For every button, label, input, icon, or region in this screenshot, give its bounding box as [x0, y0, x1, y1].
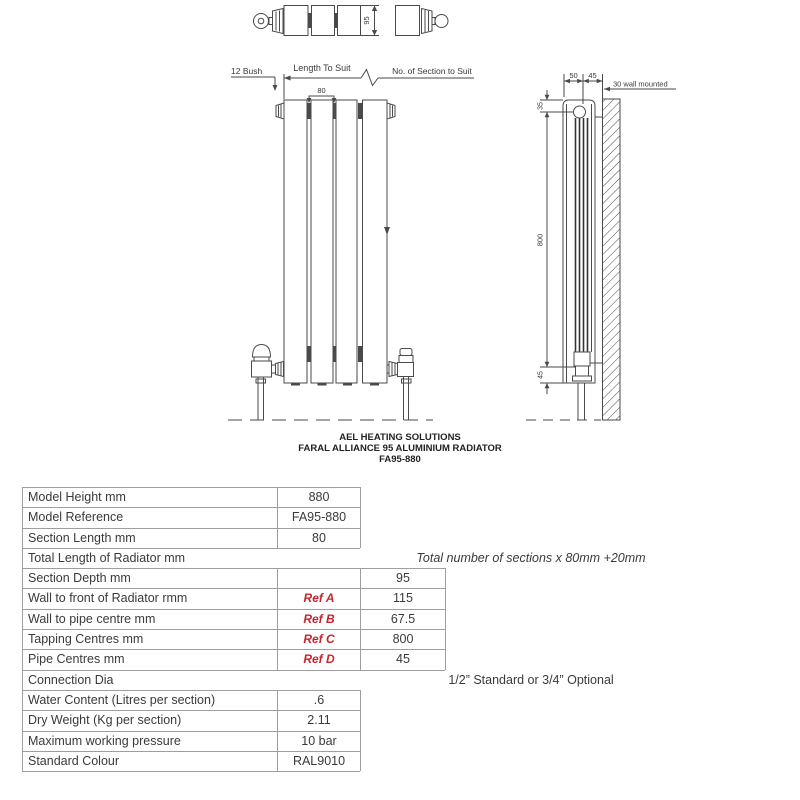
spec-ref: Ref D	[303, 652, 335, 666]
spec-value: 80	[312, 531, 326, 545]
spec-value: 95	[396, 571, 410, 585]
plan-valve-circle	[254, 14, 269, 29]
spec-ref: Ref B	[303, 612, 335, 626]
dim-45-bottom: 45	[537, 371, 545, 379]
plan-nut-right	[422, 9, 433, 34]
dim-800: 800	[535, 233, 545, 247]
plan-valve-inner-circle	[258, 18, 264, 24]
front-view	[228, 63, 474, 420]
dim-50: 50	[569, 71, 578, 80]
length-to-suit-label: Length To Suit	[293, 63, 351, 73]
plan-connector	[269, 18, 273, 25]
dim-35: 35	[537, 102, 545, 110]
spec-label: Dry Weight (Kg per section)	[28, 713, 182, 727]
bush-label: 12 Bush	[231, 66, 263, 76]
plan-view	[254, 6, 449, 36]
side-view	[526, 71, 676, 420]
spec-value: FA95-880	[291, 510, 347, 524]
spec-label: Section Length mm	[28, 531, 136, 545]
spec-label: Standard Colour	[28, 754, 120, 768]
section-pitch-dim: 80	[317, 86, 326, 95]
trv-valve	[252, 345, 284, 421]
front-bush-left	[276, 103, 284, 119]
spec-label: Water Content (Litres per section)	[28, 693, 216, 707]
front-section-3	[336, 100, 357, 383]
spec-value: .6	[313, 693, 325, 707]
spec-label: Total Length of Radiator mm	[28, 551, 186, 565]
plan-section-2	[312, 6, 335, 36]
front-section-4	[363, 100, 388, 383]
height-marker-arrow	[384, 227, 390, 235]
plan-depth-dim: 95	[362, 16, 371, 25]
lockshield-valve	[387, 349, 414, 421]
spec-note: Total number of sections x 80mm +20mm	[416, 551, 646, 565]
wall-section	[603, 99, 621, 420]
spec-label: Model Height mm	[28, 490, 126, 504]
spec-label: Connection Dia	[28, 673, 114, 687]
spec-value: 880	[308, 490, 330, 504]
front-bush-right	[387, 103, 395, 119]
spec-value: 800	[392, 632, 414, 646]
spec-label: Maximum working pressure	[28, 734, 181, 748]
wall-mounted-label: 30 wall mounted	[613, 79, 668, 89]
spec-label: Model Reference	[28, 510, 124, 524]
spec-label: Tapping Centres mm	[28, 632, 144, 646]
spec-label: Wall to front of Radiator rmm	[28, 591, 188, 605]
spec-value: RAL9010	[292, 754, 346, 768]
spec-label: Wall to pipe centre mm	[28, 612, 156, 626]
spec-ref: Ref A	[303, 591, 335, 605]
plan-end-circle	[435, 15, 448, 28]
title-company: AEL HEATING SOLUTIONS	[339, 432, 461, 443]
spec-ref: Ref C	[303, 632, 335, 646]
title-model: FA95-880	[379, 454, 421, 465]
plan-section-3	[338, 6, 361, 36]
spec-label: Section Depth mm	[28, 571, 131, 585]
bottom-tapping	[574, 352, 590, 366]
title-product: FARAL ALLIANCE 95 ALUMINIUM RADIATOR	[298, 443, 502, 454]
plan-nut	[273, 9, 284, 34]
front-section-2	[311, 100, 333, 383]
plan-section-detached	[396, 6, 420, 36]
spec-label: Pipe Centres mm	[28, 652, 125, 666]
top-tapping	[574, 106, 586, 118]
spec-value: 45	[396, 652, 410, 666]
spec-value: 2.11	[307, 713, 331, 727]
spec-value: 67.5	[390, 612, 416, 626]
dim-45-top: 45	[588, 71, 597, 80]
spec-note: 1/2” Standard or 3/4” Optional	[448, 673, 614, 687]
plan-section-1	[284, 6, 308, 36]
spec-value: 10 bar	[301, 734, 337, 748]
front-section-1	[284, 100, 307, 383]
spec-value: 115	[393, 591, 413, 605]
sections-to-suit-label: No. of Section to Suit	[392, 66, 472, 76]
